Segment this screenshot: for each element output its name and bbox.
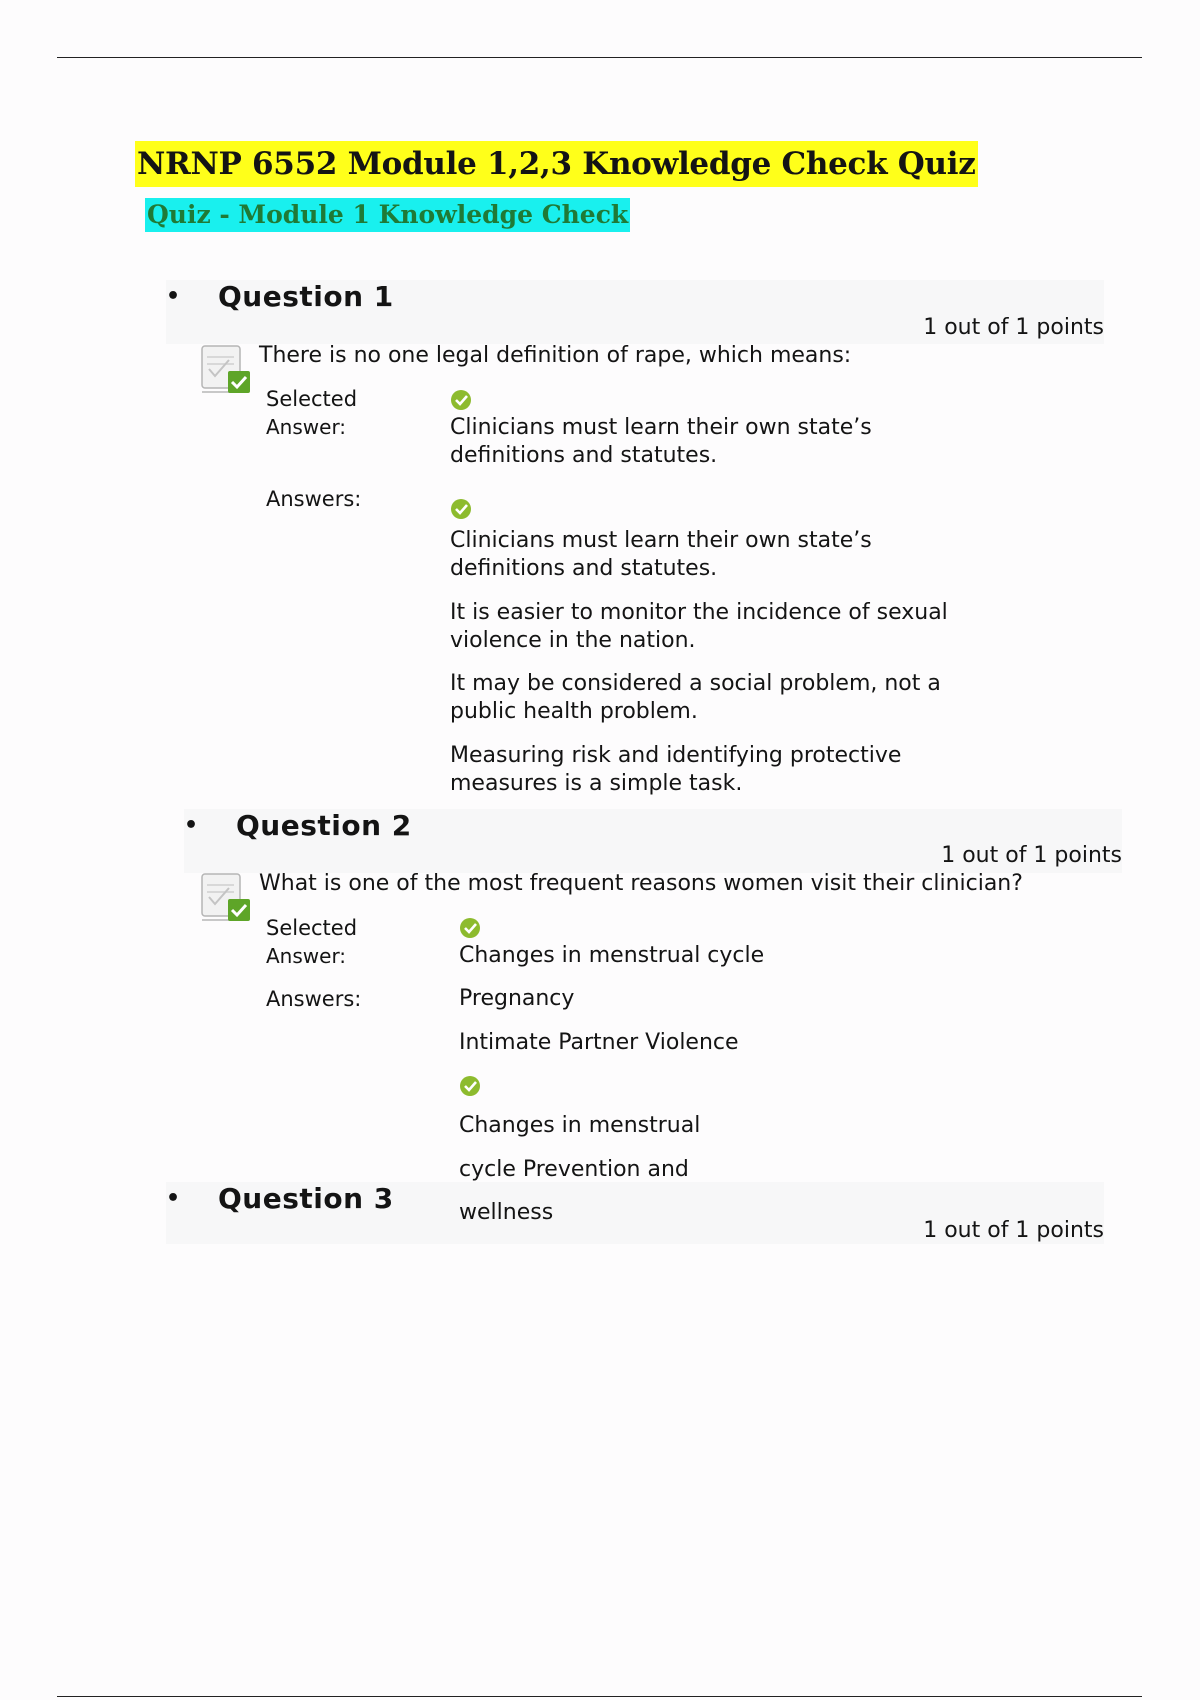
quiz-title: Quiz - Module 1 Knowledge Check — [145, 198, 630, 232]
answer-option: wellness — [459, 1200, 554, 1225]
question-3-label: Question 3 — [218, 1182, 394, 1215]
correct-check-icon — [450, 389, 472, 411]
question-2-label: Question 2 — [236, 809, 412, 842]
question-1-label: Question 1 — [218, 280, 394, 313]
document-title: NRNP 6552 Module 1,2,3 Knowledge Check Quiz — [135, 141, 978, 187]
answer-option: It may be considered a social problem, not a public health problem. — [450, 671, 941, 724]
selected-answer-label: Selected Answer: — [266, 916, 358, 968]
answer-option: cycle Prevention and — [459, 1157, 689, 1182]
correct-check-icon — [459, 1075, 481, 1097]
answers-label: Answers: — [266, 487, 362, 511]
question-1-points: 1 out of 1 points — [923, 315, 1104, 340]
question-1-header — [166, 280, 1104, 344]
answer-option: Pregnancy — [459, 986, 575, 1011]
question-2-selected-answer: Changes in menstrual cycle — [459, 943, 765, 968]
answer-option: It is easier to monitor the incidence of sexual violence in the nation. — [450, 600, 948, 653]
bottom-rule — [57, 1696, 1142, 1697]
answer-option: Measuring risk and identifying protective measures is a simple task. — [450, 743, 902, 796]
answer-option: Clinicians must learn their own state’s definitions and statutes. — [450, 528, 872, 581]
correct-check-icon — [450, 498, 472, 520]
question-3-points: 1 out of 1 points — [923, 1218, 1104, 1243]
correct-check-icon — [459, 917, 481, 939]
list-bullet: • — [184, 813, 199, 838]
top-rule — [57, 57, 1142, 58]
graded-correct-icon — [200, 871, 252, 925]
question-2-points: 1 out of 1 points — [941, 843, 1122, 868]
question-1-text: There is no one legal definition of rape, which means: — [259, 343, 852, 368]
question-2-header — [184, 809, 1122, 873]
answer-option: Changes in menstrual — [459, 1113, 701, 1138]
graded-correct-icon — [200, 343, 252, 397]
question-1-selected-answer: Clinicians must learn their own state’s definitions and statutes. — [450, 415, 872, 468]
question-3-header — [166, 1182, 1104, 1244]
answers-label: Answers: — [266, 987, 362, 1011]
list-bullet: • — [166, 284, 181, 309]
list-bullet: • — [166, 1186, 181, 1211]
selected-answer-label: Selected Answer: — [266, 387, 358, 439]
answer-option: Intimate Partner Violence — [459, 1030, 739, 1055]
question-2-text: What is one of the most frequent reasons women visit their clinician? — [259, 871, 1023, 896]
